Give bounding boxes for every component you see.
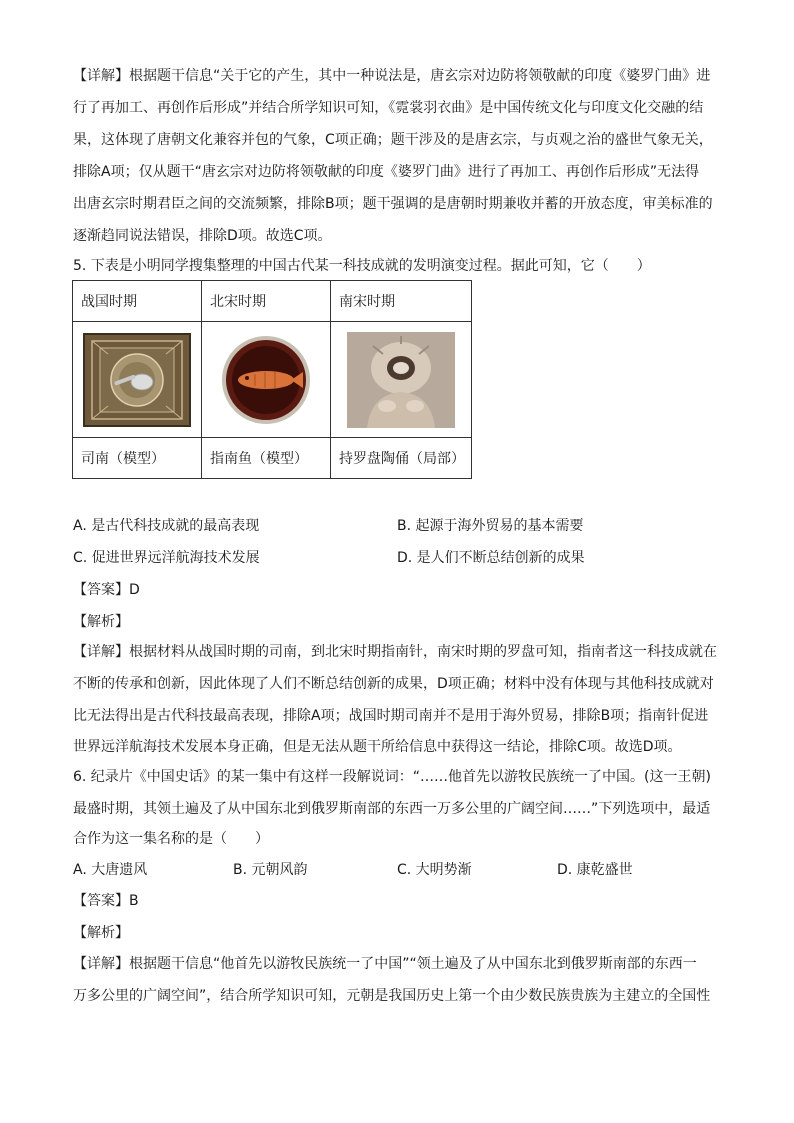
q6-answer: 【答案】B [73,893,139,909]
q5-stem: 5. 下表是小明同学搜集整理的中国古代某一科技成就的发明演变过程。据此可知，它（ ） [73,258,651,274]
q6-stem-line-2: 最盛时期，其领土遍及了从中国东北到俄罗斯南部的东西一万多公里的广阔空间……”下列选项中，最适 [73,801,711,817]
intro-line-2: 行了再加工、再创作后形成”并结合所学知识可知，《霓裳羽衣曲》是中国传统文化与印度文化交融的结 [73,100,704,116]
intro-line-1: 【详解】根据题干信息“关于它的产生，其中一种说法是，唐玄宗对边防将领敬献的印度《婆罗门曲》进 [73,68,711,84]
q5-option-b: B. 起源于海外贸易的基本需要 [397,518,584,534]
q5-option-c: C. 促进世界远洋航海技术发展 [73,550,260,566]
table-header-row [73,281,472,322]
q6-option-b: B. 元朝风韵 [233,862,308,878]
q5-option-a: A. 是古代科技成就的最高表现 [73,518,260,534]
intro-line-3: 果，这体现了唐朝文化兼容并包的气象，C项正确；题干涉及的是唐玄宗，与贞观之治的盛世气象无关， [73,132,713,148]
intro-line-5: 出唐玄宗时期君臣之间的交流频繁，排除B项；题干强调的是唐朝时期兼收并蓄的开放态度，审美标准的 [73,196,713,212]
q5-detail-line-4: 世界远洋航海技术发展本身正确，但是无法从题干所给信息中获得这一结论，排除C项。故选D项。 [73,739,682,755]
q6-detail-line-2: 万多公里的广阔空间”，结合所学知识可知，元朝是我国历史上第一个由少数民族贵族为主建立的全国性 [73,988,711,1004]
header-cell: 南宋时期 [331,281,472,322]
q5-detail-line-2: 不断的传承和创新，因此体现了人们不断总结创新的成果，D项正确；材料中没有体现与其他科技成就对 [73,676,714,692]
figurine-image [347,332,455,428]
q5-analysis: 【解析】 [73,614,129,630]
intro-line-4: 排除A项；仅从题干“唐玄宗对边防将领敬献的印度《婆罗门曲》进行了再加工、再创作后形成”无法得 [73,164,700,180]
zhinanyu-image [211,332,321,428]
sinan-image [82,332,192,428]
invention-table [72,280,472,479]
table-image-row [73,322,472,438]
q6-option-d: D. 康乾盛世 [557,862,633,878]
image-cell [331,322,472,438]
image-cell [202,322,331,438]
q5-detail-line-3: 比无法得出是古代科技最高表现，排除A项；战国时期司南并不是用于海外贸易，排除B项；指南针促进 [73,708,709,724]
table-caption-row [73,438,472,479]
caption-cell: 司南（模型） [73,438,202,479]
q5-detail-line-1: 【详解】根据材料从战国时期的司南，到北宋时期指南针，南宋时期的罗盘可知，指南者这一科技成就在 [73,644,717,660]
caption-cell: 指南鱼（模型） [202,438,331,479]
intro-line-6: 逐渐趋同说法错误，排除D项。故选C项。 [73,228,332,244]
header-cell: 北宋时期 [202,281,331,322]
q5-answer: 【答案】D [73,582,140,598]
q6-stem-line-1: 6. 纪录片《中国史话》的某一集中有这样一段解说词：“……他首先以游牧民族统一了中国。(这一王朝) [73,769,711,785]
q6-option-a: A. 大唐遗风 [73,862,148,878]
q5-option-d: D. 是人们不断总结创新的成果 [397,550,585,566]
q6-detail-line-1: 【详解】根据题干信息“他首先以游牧民族统一了中国”“领土遍及了从中国东北到俄罗斯南部的东西一 [73,956,697,972]
q6-option-c: C. 大明势渐 [397,862,472,878]
q6-analysis: 【解析】 [73,925,129,941]
caption-cell: 持罗盘陶俑（局部） [331,438,472,479]
image-cell [73,322,202,438]
q6-stem-line-3: 合作为这一集名称的是（ ） [73,831,269,847]
header-cell: 战国时期 [73,281,202,322]
